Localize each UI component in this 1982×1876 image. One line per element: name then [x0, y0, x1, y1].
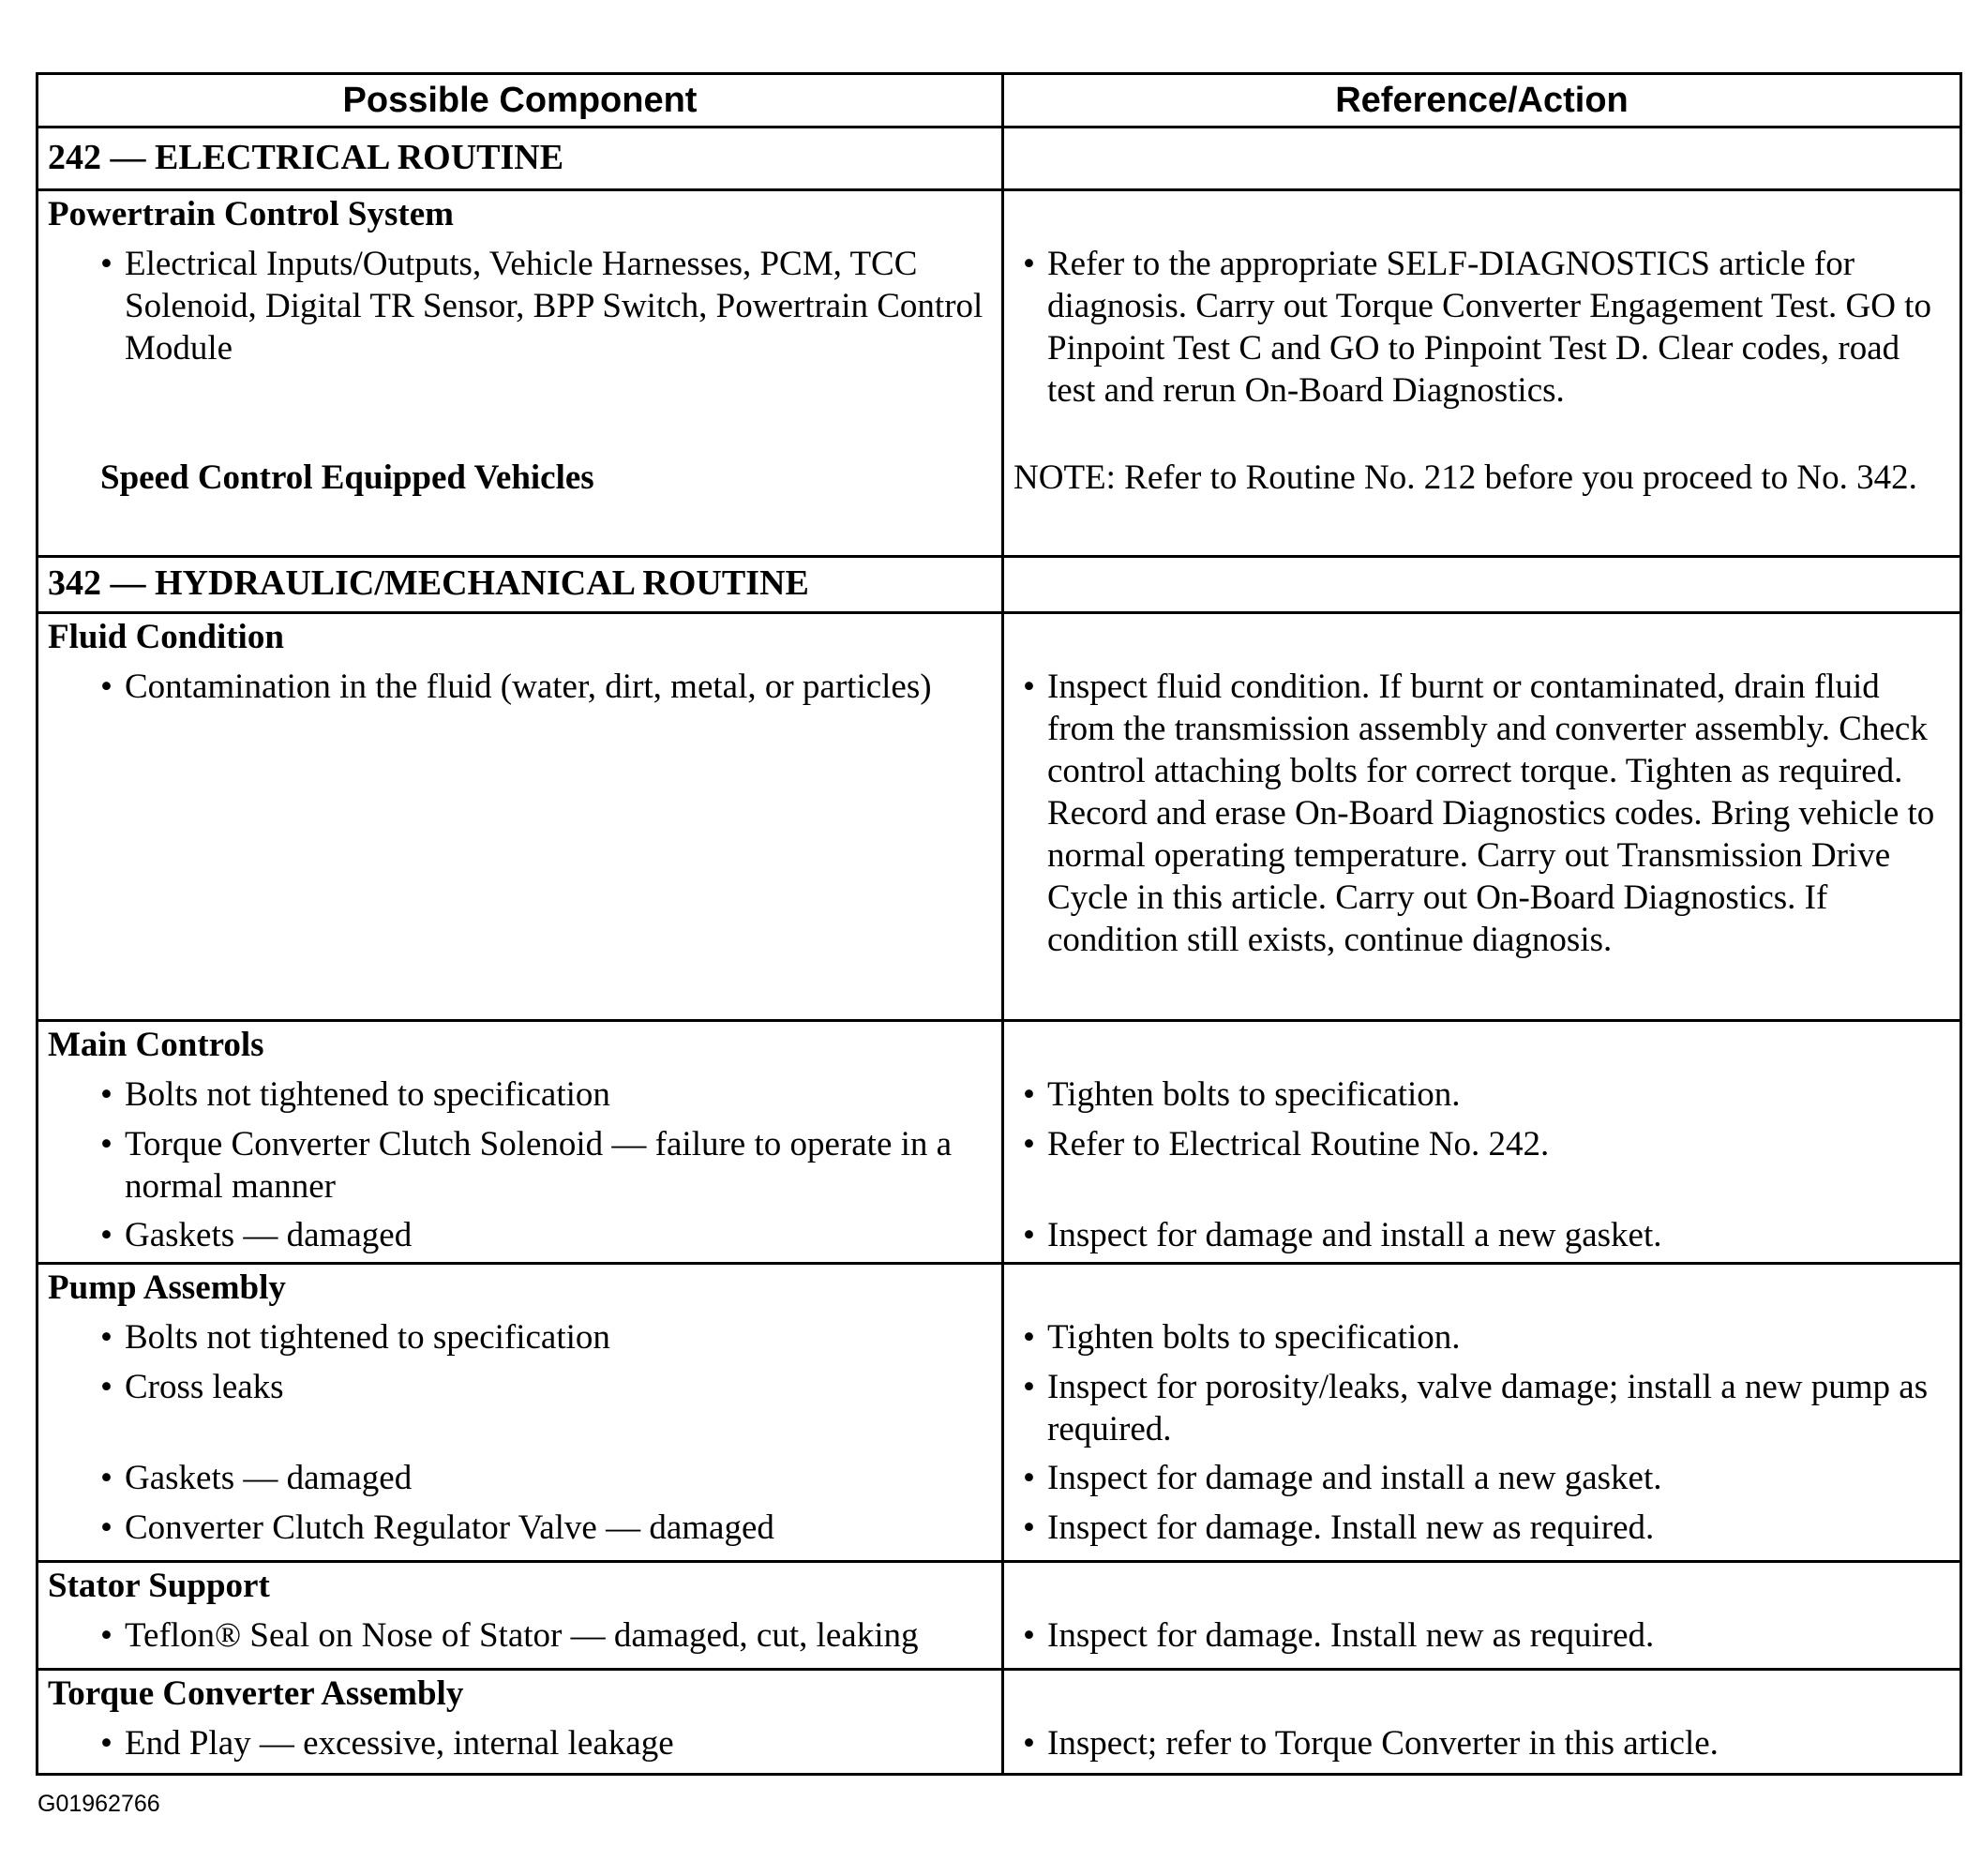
diagnosis-table: [36, 72, 1962, 1776]
main-controls-component-cell: [38, 1020, 1003, 1264]
routine-242-empty-cell: [1003, 128, 1961, 189]
pump-action-4: [1014, 1507, 1948, 1549]
stator-title: Stator Support: [48, 1567, 270, 1606]
pump-item-4-text: Converter Clutch Regulator Valve — damaged: [125, 1508, 774, 1548]
bullet-icon: •: [100, 1724, 113, 1763]
converter-action-text: Inspect; refer to Torque Converter in this article.: [1047, 1724, 1719, 1763]
stator-action: [1014, 1614, 1948, 1657]
main-controls-item-1: [48, 1073, 990, 1123]
pump-title: Pump Assembly: [48, 1268, 286, 1308]
main-controls-item-3: [48, 1214, 990, 1256]
speed-control-label: Speed Control Equipped Vehicles: [100, 458, 594, 497]
section-stator-support: [38, 1562, 1961, 1670]
bullet-icon: •: [100, 1459, 113, 1498]
stator-item: [48, 1614, 990, 1657]
pump-item-2-text: Cross leaks: [125, 1368, 284, 1407]
bullet-icon: •: [100, 1318, 113, 1358]
pump-action-3-text: Inspect for damage and install a new gasket.: [1047, 1459, 1662, 1498]
powertrain-action-cell: [1003, 189, 1961, 557]
section-powertrain: [38, 189, 1961, 557]
fluid-item-text: Contamination in the fluid (water, dirt, metal, or particles): [125, 667, 932, 706]
main-controls-action-cell: [1003, 1020, 1961, 1264]
bullet-icon: •: [100, 1508, 113, 1548]
bullet-icon: •: [100, 1616, 113, 1656]
powertrain-component-cell: [38, 189, 1003, 557]
fluid-action: [1014, 666, 1948, 961]
header-reference-action: Reference/Action: [1003, 74, 1961, 128]
stator-action-text: Inspect for damage. Install new as required.: [1047, 1616, 1655, 1656]
converter-item-text: End Play — excessive, internal leakage: [125, 1724, 674, 1763]
main-controls-action-2: [1014, 1123, 1948, 1214]
fluid-action-cell: [1003, 612, 1961, 1020]
converter-component-cell: [38, 1670, 1003, 1775]
stator-component-cell: [38, 1562, 1003, 1670]
bullet-icon: •: [100, 1215, 113, 1254]
fluid-action-text: Inspect fluid condition. If burnt or contaminated, drain fluid from the transmission assembly and converter assembly. Check control attaching bolts for correct torque. Tighten as required. Record and erase On-Board Diagnostics codes. Bring vehicle to normal operating temperature. Carry out Transmission Drive Cycle in this article. Carry out On-Board Diagnostics. If condition still exists, continue diagnosis.: [1047, 667, 1935, 959]
pump-item-1: [48, 1316, 990, 1366]
speed-control-note: NOTE: Refer to Routine No. 212 before you proceed to No. 342.: [1014, 458, 1917, 497]
main-controls-item-1-text: Bolts not tightened to specification: [125, 1074, 610, 1114]
routine-342-row: [38, 557, 1961, 612]
figure-identifier: G01962766: [38, 1791, 160, 1817]
bullet-icon: •: [1023, 1074, 1035, 1114]
bullet-icon: •: [1023, 1616, 1035, 1656]
main-controls-action-3: [1014, 1214, 1948, 1256]
routine-342-empty-cell: [1003, 557, 1961, 612]
section-pump-assembly: [38, 1264, 1961, 1562]
powertrain-title: Powertrain Control System: [48, 194, 454, 233]
main-controls-action-1: [1014, 1073, 1948, 1123]
pump-item-3: [48, 1457, 990, 1507]
section-main-controls: [38, 1020, 1961, 1264]
pump-action-2: [1014, 1366, 1948, 1457]
converter-action: [1014, 1722, 1948, 1764]
fluid-title: Fluid Condition: [48, 617, 284, 656]
fluid-item: [48, 666, 990, 708]
converter-action-cell: [1003, 1670, 1961, 1775]
powertrain-item: [48, 243, 990, 457]
routine-342-title: 342 — HYDRAULIC/MECHANICAL ROUTINE: [38, 557, 1003, 612]
header-possible-component: Possible Component: [38, 74, 1003, 128]
pump-item-1-text: Bolts not tightened to specification: [125, 1318, 610, 1358]
main-controls-action-3-text: Inspect for damage and install a new gasket.: [1047, 1215, 1662, 1254]
pump-component-cell: [38, 1264, 1003, 1562]
pump-item-4: [48, 1507, 990, 1549]
bullet-icon: •: [1023, 1459, 1035, 1498]
section-torque-converter: [38, 1670, 1961, 1775]
bullet-icon: •: [1023, 1124, 1035, 1163]
fluid-component-cell: [38, 612, 1003, 1020]
main-controls-item-3-text: Gaskets — damaged: [125, 1215, 413, 1254]
bullet-icon: •: [1023, 1508, 1035, 1548]
bullet-icon: •: [100, 1368, 113, 1407]
powertrain-action: [1014, 243, 1948, 457]
header-row: [38, 74, 1961, 128]
main-controls-item-2-text: Torque Converter Clutch Solenoid — failure to operate in a normal manner: [125, 1124, 953, 1206]
pump-action-cell: [1003, 1264, 1961, 1562]
stator-action-cell: [1003, 1562, 1961, 1670]
bullet-icon: •: [1023, 244, 1035, 283]
converter-title: Torque Converter Assembly: [48, 1674, 464, 1714]
routine-242-row: [38, 128, 1961, 189]
main-controls-item-2: [48, 1123, 990, 1214]
main-controls-action-1-text: Tighten bolts to specification.: [1047, 1074, 1461, 1114]
pump-action-1-text: Tighten bolts to specification.: [1047, 1318, 1461, 1358]
pump-action-1: [1014, 1316, 1948, 1366]
bullet-icon: •: [100, 244, 113, 283]
pump-item-3-text: Gaskets — damaged: [125, 1459, 413, 1498]
pump-item-2: [48, 1366, 990, 1457]
stator-item-text: Teflon® Seal on Nose of Stator — damaged, cut, leaking: [125, 1616, 919, 1656]
bullet-icon: •: [100, 1124, 113, 1163]
pump-action-3: [1014, 1457, 1948, 1507]
routine-242-title: 242 — ELECTRICAL ROUTINE: [38, 128, 1003, 189]
bullet-icon: •: [1023, 1724, 1035, 1763]
powertrain-action-text: Refer to the appropriate SELF-DIAGNOSTICS article for diagnosis. Carry out Torque Converter Engagement Test. GO to Pinpoint Test C and GO to Pinpoint Test D. Clear codes, road test and rerun On-Board Diagnostics.: [1047, 244, 1931, 410]
bullet-icon: •: [1023, 667, 1035, 706]
bullet-icon: •: [1023, 1215, 1035, 1254]
main-controls-action-2-text: Refer to Electrical Routine No. 242.: [1047, 1124, 1550, 1163]
bullet-icon: •: [1023, 1318, 1035, 1358]
pump-action-4-text: Inspect for damage. Install new as required.: [1047, 1508, 1655, 1548]
converter-item: [48, 1722, 990, 1764]
bullet-icon: •: [1023, 1368, 1035, 1407]
bullet-icon: •: [100, 1074, 113, 1114]
main-controls-title: Main Controls: [48, 1025, 264, 1064]
bullet-icon: •: [100, 667, 113, 706]
pump-action-2-text: Inspect for porosity/leaks, valve damage; install a new pump as required.: [1047, 1368, 1929, 1449]
section-fluid-condition: [38, 612, 1961, 1020]
powertrain-item-text: Electrical Inputs/Outputs, Vehicle Harnesses, PCM, TCC Solenoid, Digital TR Sensor, BPP Switch, Powertrain Control Module: [125, 244, 983, 368]
